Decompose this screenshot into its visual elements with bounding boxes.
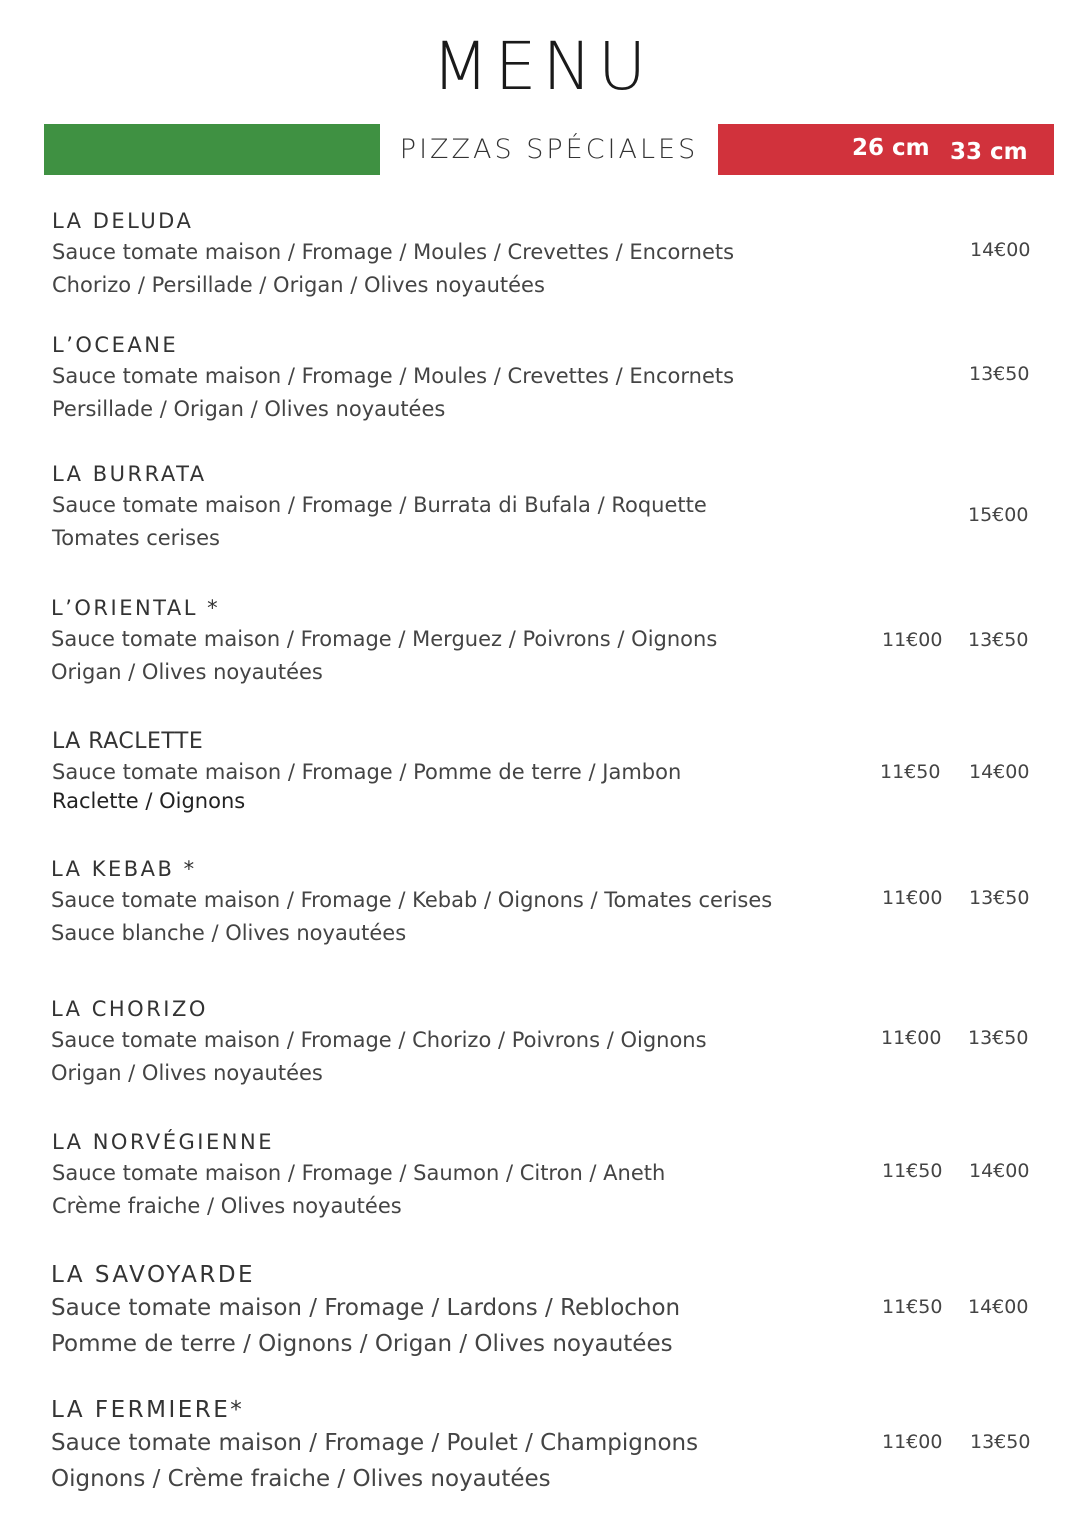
- price-26cm: 11€50: [882, 1160, 943, 1182]
- pizza-ingredients-line1: Sauce tomate maison / Fromage / Moules / Crevettes / Encornets: [52, 364, 735, 388]
- pizza-ingredients-line2: Sauce blanche / Olives noyautées: [51, 921, 407, 945]
- pizza-ingredients-line1: Sauce tomate maison / Fromage / Moules / Crevettes / Encornets: [52, 240, 735, 264]
- price-26cm: 11€00: [882, 629, 943, 651]
- pizza-ingredients-line2: Origan / Olives noyautées: [51, 1061, 323, 1085]
- pizza-ingredients-line2: Pomme de terre / Oignons / Origan / Olives noyautées: [51, 1331, 673, 1357]
- pizza-ingredients-line2: Chorizo / Persillade / Origan / Olives noyautées: [52, 273, 545, 297]
- pizza-ingredients-line1: Sauce tomate maison / Fromage / Lardons / Reblochon: [51, 1295, 681, 1321]
- pizza-name: LA CHORIZO: [51, 997, 208, 1021]
- pizza-ingredients-line2: Persillade / Origan / Olives noyautées: [52, 397, 446, 421]
- size-26-label: 26 cm: [852, 135, 930, 161]
- price-26cm: 11€00: [881, 1027, 942, 1049]
- price-33cm: 14€00: [970, 239, 1031, 261]
- price-26cm: 11€50: [882, 1296, 943, 1318]
- pizza-ingredients-line1: Sauce tomate maison / Fromage / Merguez / Poivrons / Oignons: [51, 627, 718, 651]
- pizza-name: LA BURRATA: [52, 462, 207, 486]
- pizza-name: LA FERMIERE*: [51, 1397, 245, 1423]
- pizza-name: LA KEBAB *: [51, 857, 197, 881]
- price-26cm: 11€50: [880, 761, 941, 783]
- section-title: PIZZAS SPÉCIALES: [399, 134, 699, 165]
- green-band: [44, 124, 380, 175]
- pizza-ingredients-line1: Sauce tomate maison / Fromage / Burrata di Bufala / Roquette: [52, 493, 707, 517]
- price-33cm: 13€50: [969, 363, 1030, 385]
- pizza-ingredients-line2: Oignons / Crème fraiche / Olives noyautées: [51, 1466, 551, 1492]
- pizza-ingredients-line2: Raclette / Oignons: [52, 789, 246, 813]
- pizza-ingredients-line2: Tomates cerises: [52, 526, 220, 550]
- price-26cm: 11€00: [882, 887, 943, 909]
- pizza-ingredients-line1: Sauce tomate maison / Fromage / Chorizo / Poivrons / Oignons: [51, 1028, 707, 1052]
- price-33cm: 13€50: [968, 629, 1029, 651]
- pizza-name: LA DELUDA: [52, 209, 194, 233]
- pizza-ingredients-line1: Sauce tomate maison / Fromage / Saumon / Citron / Aneth: [52, 1161, 666, 1185]
- pizza-name: LA RACLETTE: [52, 729, 204, 754]
- pizza-item: [52, 459, 1052, 555]
- price-33cm: 13€50: [968, 1027, 1029, 1049]
- price-33cm: 15€00: [968, 504, 1029, 526]
- price-33cm: 14€00: [969, 761, 1030, 783]
- price-33cm: 13€50: [970, 1431, 1031, 1453]
- pizza-ingredients-line2: Origan / Olives noyautées: [51, 660, 323, 684]
- price-33cm: 14€00: [968, 1296, 1029, 1318]
- pizza-ingredients-line1: Sauce tomate maison / Fromage / Kebab / Oignons / Tomates cerises: [51, 888, 773, 912]
- pizza-name: LA NORVÉGIENNE: [52, 1130, 274, 1154]
- pizza-name: LA SAVOYARDE: [51, 1262, 256, 1288]
- pizza-name: L’ORIENTAL *: [51, 596, 221, 620]
- size-33-label: 33 cm: [950, 139, 1028, 165]
- pizza-item: [52, 330, 1052, 426]
- menu-title: MENU: [431, 28, 653, 105]
- pizza-ingredients-line2: Crème fraiche / Olives noyautées: [52, 1194, 402, 1218]
- pizza-ingredients-line1: Sauce tomate maison / Fromage / Pomme de terre / Jambon: [52, 760, 682, 784]
- price-26cm: 11€00: [882, 1431, 943, 1453]
- pizza-name: L’OCEANE: [52, 333, 179, 357]
- pizza-ingredients-line1: Sauce tomate maison / Fromage / Poulet / Champignons: [51, 1430, 699, 1456]
- pizza-item: [52, 206, 1052, 302]
- price-33cm: 13€50: [969, 887, 1030, 909]
- price-33cm: 14€00: [969, 1160, 1030, 1182]
